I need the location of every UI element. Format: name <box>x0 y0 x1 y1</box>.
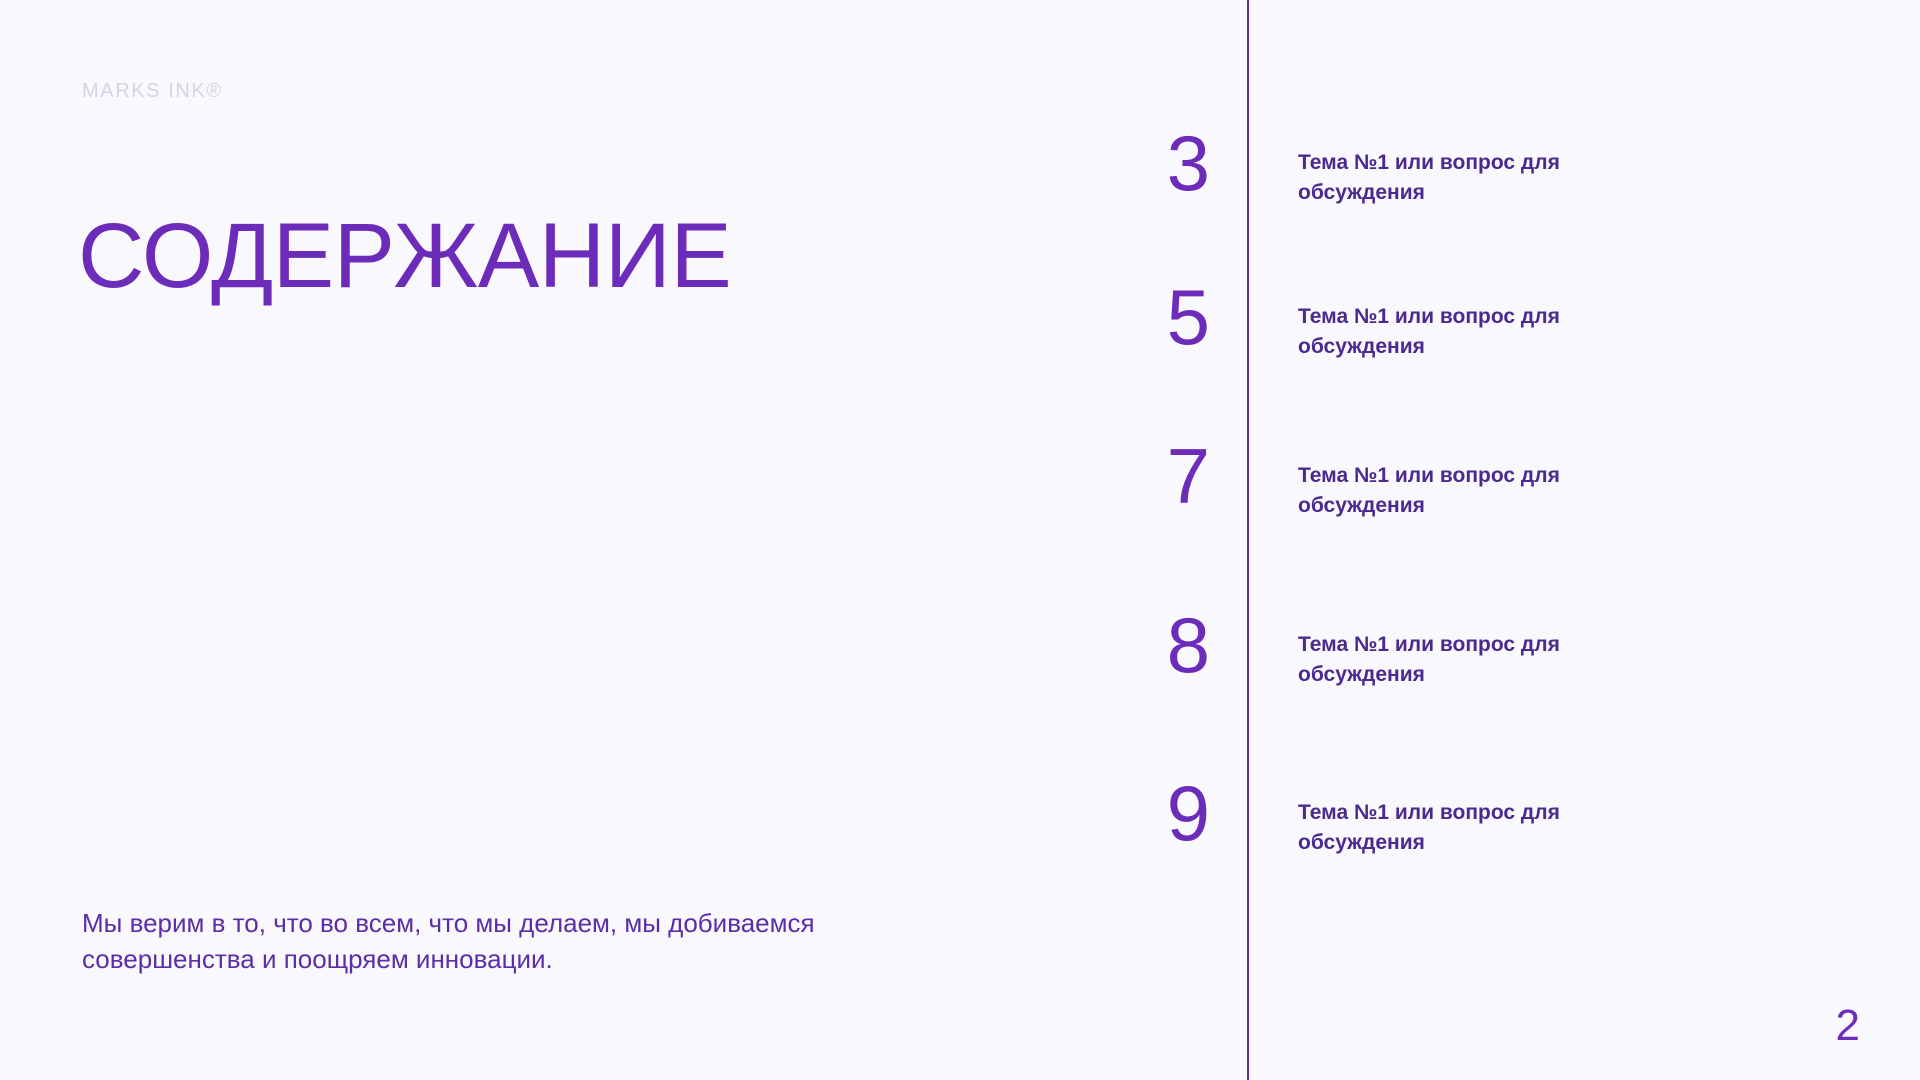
toc-page-number: 9 <box>1166 769 1210 857</box>
toc-page-number: 3 <box>1166 119 1210 207</box>
toc-page-number: 7 <box>1166 432 1210 520</box>
toc-entry-label: Тема №1 или вопрос для обсуждения <box>1298 633 1560 686</box>
toc-entry-label: Тема №1 или вопрос для обсуждения <box>1298 305 1560 358</box>
list-item[interactable] <box>1060 119 1920 250</box>
toc-page-number: 8 <box>1166 601 1210 689</box>
toc-page-number: 5 <box>1166 273 1210 361</box>
list-item[interactable] <box>1060 601 1920 732</box>
toc-entry-label: Тема №1 или вопрос для обсуждения <box>1298 151 1560 204</box>
toc-entry-label: Тема №1 или вопрос для обсуждения <box>1298 464 1560 517</box>
list-item[interactable] <box>1060 432 1920 563</box>
slide-page-number: 2 <box>1835 1001 1860 1050</box>
table-of-contents <box>1060 0 1920 1080</box>
slide-tagline: Мы верим в то, что во всем, что мы делаем, мы добиваемся совершенства и поощряем инновации. <box>82 908 815 974</box>
brand-logo-text: MARKS INK® <box>82 80 223 102</box>
toc-entry-label: Тема №1 или вопрос для обсуждения <box>1298 801 1560 854</box>
page-title: СОДЕРЖАНИЕ <box>78 204 732 307</box>
list-item[interactable] <box>1060 273 1920 404</box>
list-item[interactable] <box>1060 769 1920 900</box>
